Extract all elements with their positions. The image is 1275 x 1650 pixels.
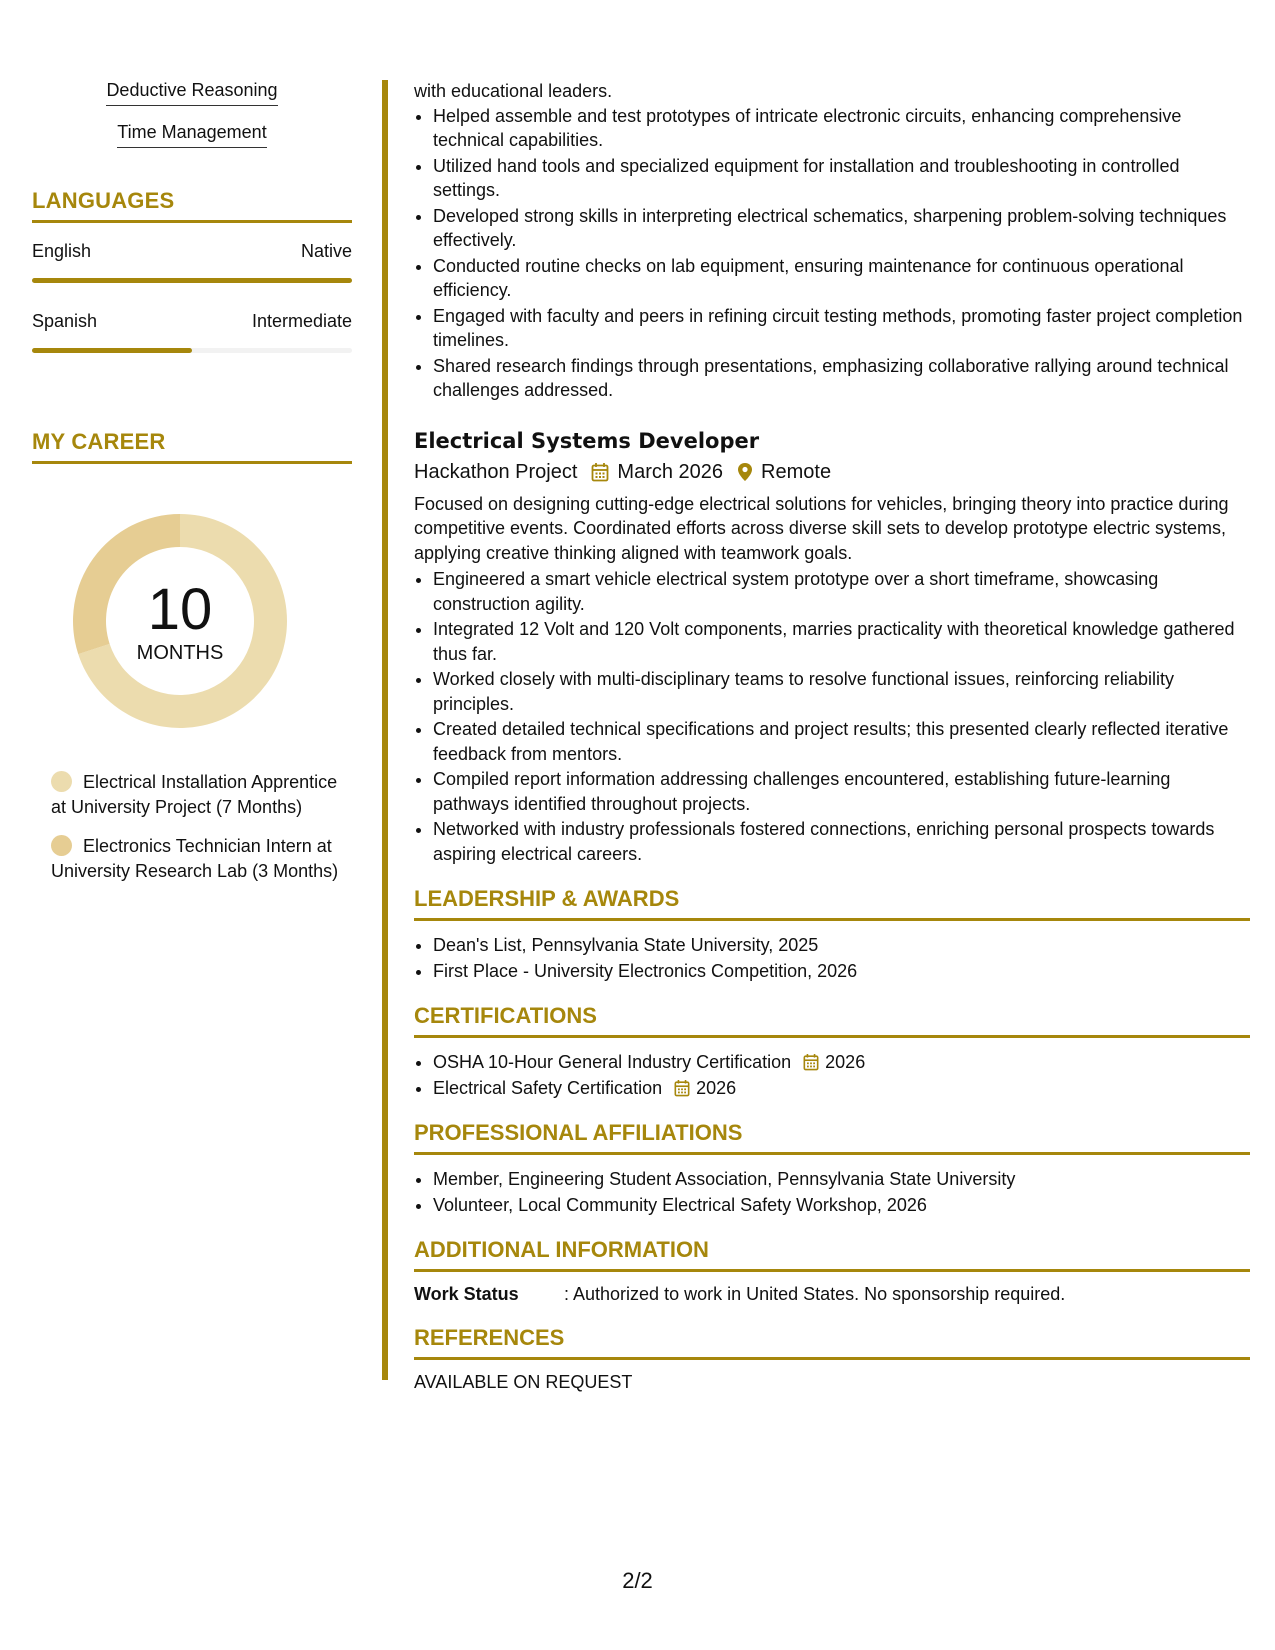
language-level: Intermediate [251,311,352,331]
list-item: • Created detailed technical specifications and project results; this presented clearly reflected iterative feedback from mentors. [433,717,1250,766]
legend-dot-icon [51,835,72,856]
calendar-icon [803,1053,819,1071]
job-date: March 2026 [617,460,724,483]
work-status-label: Work Status [414,1284,519,1304]
list-item: • Utilized hand tools and specialized equipment for installation and troubleshooting in controlled settings. [433,154,1250,203]
cert-year: 2026 [825,1052,866,1072]
career-heading: MY CAREER [32,429,352,464]
skill-item [32,80,352,106]
career-legend-label: Electronics Technician Intern at University Research Lab (3 Months) [51,836,339,881]
map-pin-icon [737,462,753,482]
list-item: • Worked closely with multi-disciplinary teams to resolve functional issues, reinforcing reliability principles. [433,667,1250,716]
cert-name: • OSHA 10-Hour General Industry Certification [433,1052,792,1072]
job-title: Electrical Systems Developer [414,428,760,453]
list-item: • Engaged with faculty and peers in refining circuit testing methods, promoting faster project completion timelines. [433,304,1250,353]
job-meta [414,461,1250,484]
list-item [433,1076,1250,1101]
job-description: Focused on designing cutting-edge electrical solutions for vehicles, bringing theory into practice during competitive events. Coordinated efforts across diverse skill sets to develop prototype electric systems, applying creative thinking aligned with teamwork goals. [414,493,1229,563]
career-total-number: 10 [147,577,213,642]
list-item: • Compiled report information addressing challenges encountered, establishing future-learning pathways identified throughout projects. [433,767,1250,816]
language-name: English [32,241,92,261]
references-heading: REFERENCES [414,1325,1250,1360]
experience-bullets [414,104,1250,403]
list-item: • Member, Engineering Student Association, Pennsylvania State University [433,1167,1250,1192]
references-text: AVAILABLE ON REQUEST [414,1372,633,1392]
language-level: Native [300,241,352,261]
certifications-list [414,1050,1250,1100]
language-row [32,241,352,262]
career-donut-chart [65,506,295,736]
career-total-unit: MONTHS [136,642,224,664]
list-item: • Volunteer, Local Community Electrical Safety Workshop, 2026 [433,1193,1250,1218]
right-column [414,79,1250,1393]
language-name: Spanish [32,311,98,331]
affiliations-heading: PROFESSIONAL AFFILIATIONS [414,1120,1250,1155]
skill-label: Time Management [117,122,266,148]
language-bar-fill [32,278,352,283]
column-divider [382,80,388,1380]
language-row [32,311,352,332]
job-bullets [414,567,1250,866]
list-item: • Integrated 12 Volt and 120 Volt components, marries practicality with theoretical knowledge gathered thus far. [433,617,1250,666]
job-company: Hackathon Project [414,460,578,483]
language-bar [32,348,352,353]
languages-section [32,188,352,353]
cert-name: • Electrical Safety Certification [433,1077,663,1098]
leadership-list [414,933,1250,983]
job-location: Remote [761,460,832,483]
cert-line [433,1076,736,1101]
work-status-row [414,1284,1250,1305]
list-item [433,1050,1250,1075]
career-section [32,429,352,884]
page-number: 2/2 [622,1568,653,1593]
skill-label: Deductive Reasoning [106,80,277,106]
work-status-value: : Authorized to work in United States. No sponsorship required. [564,1284,1066,1304]
skill-item [32,122,352,148]
additional-info-heading: ADDITIONAL INFORMATION [414,1237,1250,1272]
list-item: • Developed strong skills in interpreting electrical schematics, sharpening problem-solving techniques effectively. [433,204,1250,253]
list-item: • Helped assemble and test prototypes of intricate electronic circuits, enhancing comprehensive technical capabilities. [433,104,1250,153]
left-column [32,80,352,884]
list-item: • Conducted routine checks on lab equipment, ensuring maintenance for continuous operational efficiency. [433,254,1250,303]
donut-center [65,577,295,665]
calendar-icon [674,1079,690,1097]
legend-dot-icon [51,771,72,792]
languages-heading: LANGUAGES [32,188,352,223]
list-item: • Dean's List, Pennsylvania State University, 2025 [433,933,1250,958]
list-item: • Shared research findings through presentations, emphasizing collaborative rallying around technical challenges addressed. [433,354,1250,403]
cert-year: 2026 [696,1077,737,1098]
certifications-heading: CERTIFICATIONS [414,1003,1250,1038]
career-legend-label: Electrical Installation Apprentice at University Project (7 Months) [51,772,338,817]
affiliations-list [414,1167,1250,1217]
leadership-heading: LEADERSHIP & AWARDS [414,886,1250,921]
career-legend [32,770,352,884]
list-item: • Engineered a smart vehicle electrical system prototype over a short timeframe, showcasing construction agility. [433,567,1250,616]
calendar-icon [591,462,609,482]
career-legend-item [32,834,352,884]
list-item: • Networked with industry professionals fostered connections, enriching personal prospects towards aspiring electrical careers. [433,817,1250,866]
list-item: • First Place - University Electronics Competition, 2026 [433,959,1250,984]
career-legend-item [32,770,352,820]
cert-line [433,1050,865,1075]
experience-lead-line: with educational leaders. [414,81,613,101]
language-bar-fill [32,348,192,353]
language-bar [32,278,352,283]
